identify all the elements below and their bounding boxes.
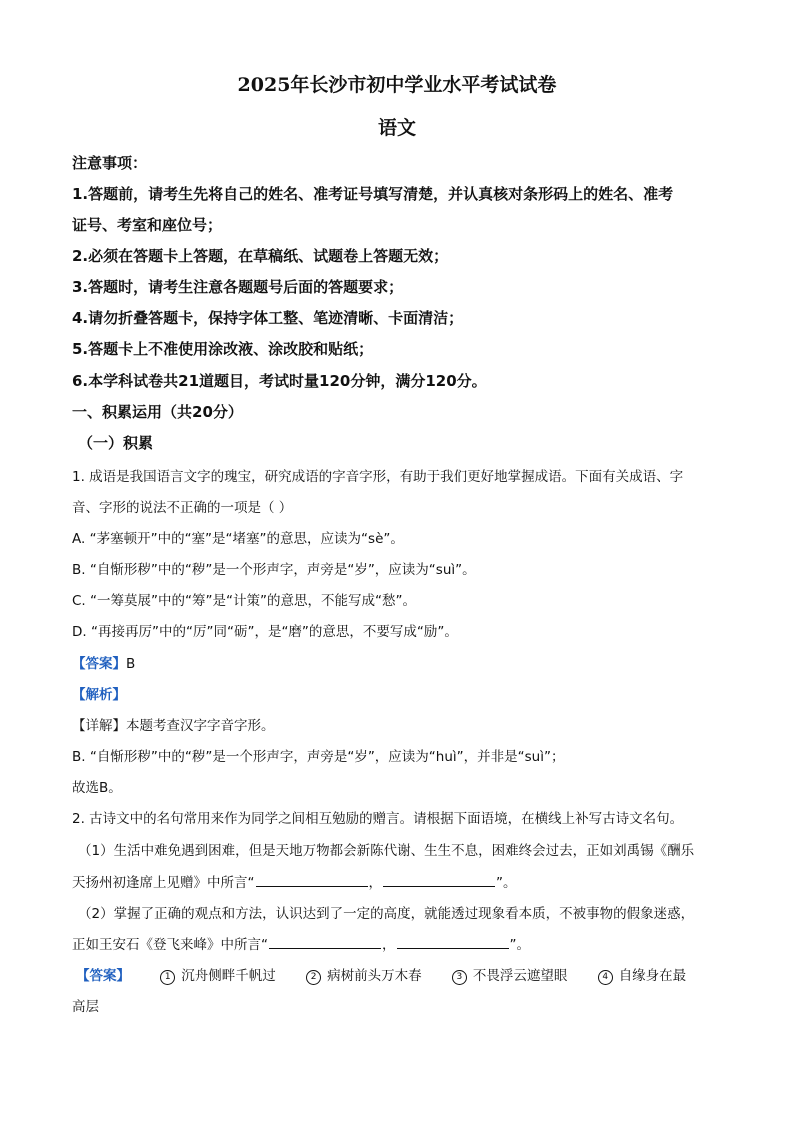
answer-blank-2: [383, 874, 495, 887]
notice-item-3: 3.答题时，请考生注意各题题号后面的答题要求；: [72, 278, 404, 296]
q1-stem-line2: 音、字形的说法不正确的一项是（ ）: [72, 500, 293, 516]
q1-option-b: B. “自惭形秽”中的“秽”是一个形声字，声旁是“岁”，应读为“suì”。: [72, 562, 476, 578]
subsection-heading: （一）积累: [78, 434, 154, 452]
q2-answer-text: 病树前头万木春: [327, 968, 422, 984]
q2-answer-label: 【答案】: [76, 968, 130, 984]
answer-blank-4: [397, 936, 509, 949]
q2-answer-text: 沉舟侧畔千帆过: [181, 968, 276, 984]
answer-value: B: [126, 656, 136, 672]
q1-detail: [72, 714, 275, 734]
answer-label: 【答案】: [72, 656, 126, 672]
q2-answer-cont: 高层: [72, 999, 99, 1015]
exam-title: 2025年长沙市初中学业水平考试试卷: [237, 74, 557, 96]
q2-part2-sep: ，: [382, 937, 396, 953]
notice-item-5: 5.答题卡上不准使用涂改液、涂改胶和贴纸；: [72, 340, 374, 358]
q1-option-c: C. “一筹莫展”中的“筹”是“计策”的意思，不能写成“愁”。: [72, 593, 416, 609]
q2-answer: [76, 964, 686, 985]
q2-part1-end: ”。: [496, 875, 517, 891]
detail-text: 本题考查汉字字音字形。: [126, 718, 275, 734]
q2-answer-item: [160, 964, 276, 985]
detail-label: 【详解】: [72, 718, 126, 734]
q1-option-a: A. “茅塞顿开”中的“塞”是“堵塞”的意思，应读为“sè”。: [72, 531, 404, 547]
answer-blank-3: [269, 936, 381, 949]
notice-item-2: 2.必须在答题卡上答题，在草稿纸、试题卷上答题无效；: [72, 247, 449, 265]
notice-item-4: 4.请勿折叠答题卡，保持字体工整、笔迹清晰、卡面清洁；: [72, 309, 464, 327]
q2-part1-sep: ，: [368, 875, 382, 891]
section-heading: 一、积累运用（共20分）: [72, 403, 243, 421]
q2-part2-end: ”。: [509, 937, 530, 953]
notice-heading: 注意事项：: [72, 154, 148, 172]
analysis-label: 【解析】: [72, 687, 126, 703]
q2-part2-lead: 正如王安石《登飞来峰》中所言“: [72, 937, 268, 953]
q1-answer: [72, 652, 135, 672]
q1-conclusion: 故选B。: [72, 780, 122, 796]
circled-number: 3: [452, 970, 467, 985]
notice-item-6: 6.本学科试卷共21道题目，考试时量120分钟，满分120分。: [72, 372, 487, 390]
circled-number: 1: [160, 970, 175, 985]
q1-explain: B. “自惭形秽”中的“秽”是一个形声字，声旁是“岁”，应读为“huì”，并非是“suì”；: [72, 749, 565, 765]
notice-item-1-cont: 证号、考室和座位号；: [72, 216, 223, 234]
q2-part2-line2: [72, 933, 530, 953]
q2-part1-line1: （1）生活中难免遇到困难，但是天地万物都会新陈代谢、生生不息，困难终会过去，正如刘禹锡《酬乐: [78, 843, 695, 859]
q2-part1-lead: 天扬州初逢席上见赠》中所言“: [72, 875, 255, 891]
q2-answer-item: [306, 964, 422, 985]
circled-number: 2: [306, 970, 321, 985]
q2-answer-item: [598, 964, 687, 985]
q2-part2-line1: （2）掌握了正确的观点和方法，认识达到了一定的高度，就能透过现象看本质，不被事物的假象迷惑，: [78, 906, 695, 922]
q2-part1-line2: [72, 871, 517, 891]
q1-stem-line1: 1. 成语是我国语言文字的瑰宝，研究成语的字音字形，有助于我们更好地掌握成语。下面有关成语、字: [72, 469, 684, 485]
subject-title: 语文: [377, 117, 416, 139]
q1-option-d: D. “再接再厉”中的“厉”同“砺”，是“磨”的意思，不要写成“励”。: [72, 624, 458, 640]
circled-number: 4: [598, 970, 613, 985]
q2-stem: 2. 古诗文中的名句常用来作为同学之间相互勉励的赠言。请根据下面语境，在横线上补写古诗文名句。: [72, 811, 684, 827]
q2-answer-item: [452, 964, 568, 985]
notice-item-1: 1.答题前，请考生先将自己的姓名、准考证号填写清楚，并认真核对条形码上的姓名、准考: [72, 185, 674, 203]
answer-blank-1: [256, 874, 368, 887]
q2-answer-text: 不畏浮云遮望眼: [472, 968, 568, 984]
q2-answer-text: 自缘身在最: [618, 968, 687, 984]
